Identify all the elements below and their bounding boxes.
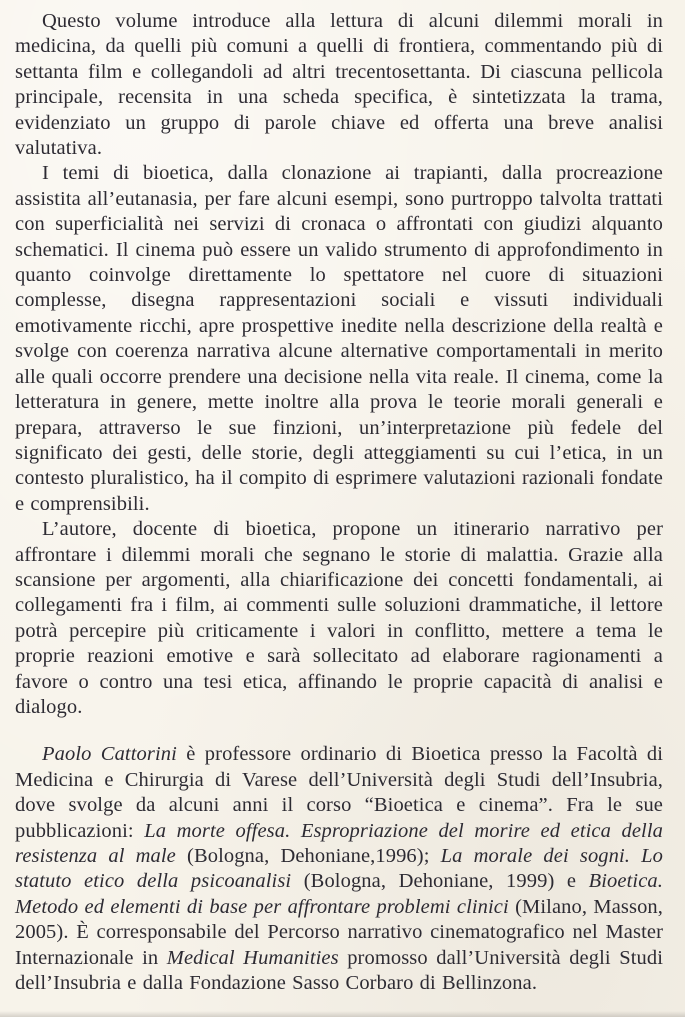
book-title-la-morte-offesa: La morte offesa. Espropriazione del morire ed etica della resistenza al male bbox=[15, 819, 664, 867]
bio-text: (Milano, Masson, 2005). È corresponsabile del Percorso narrativo cinematografico nel Master Internazionale in bbox=[15, 895, 663, 969]
bio-text: è professore ordinario di Bioetica presso la Facoltà di Medicina e Chirurgia di Varese dell’Università degli Studi dell’Insubria, dove svolge da alcuni anni il corso “Bioetica e cinema”. Fra le sue pubblicazioni: bbox=[15, 743, 664, 842]
bio-text: (Bologna, Dehoniane,1996); bbox=[175, 845, 441, 867]
book-title-bioetica-metodo: Bioetica. Metodo ed elementi di base per affrontare problemi clinici bbox=[15, 870, 663, 918]
bio-text: (Bologna, Dehoniane, 1999) e bbox=[291, 870, 589, 893]
author-bio-paragraph bbox=[15, 742, 663, 996]
author-approach-paragraph: L’autore, docente di bioetica, propone un itinerario narrativo per affrontare i dilemmi morali che segnano le storie di malattia. Grazie alla scansione per argomenti, alla chiarificazione dei concetti fondamentali, ai collegamenti fra i film, ai commenti sulle soluzioni drammatiche, il lettore potrà percepire più criticamente i valori in conflitto, mettere a tema le proprie reazioni emotive e sarà sollecitato ad elaborare ragionamenti a favore o contro una tesi etica, affinando le proprie capacità di analisi e dialogo. bbox=[15, 518, 663, 718]
bioethics-themes-paragraph: I temi di bioetica, dalla clonazione ai trapianti, dalla procreazione assistita all’eutanasia, per fare alcuni esempi, sono purtroppo talvolta trattati con superficialità nei servizi di cronaca o affrontati con giudizi alquanto schematici. Il cinema può essere un valido strumento di approfondimento in quanto coinvolge direttamente lo spettatore nel cuore di situazioni complesse, disegna rappresentazioni sociali e vissuti individuali emotivamente ricchi, apre prospettive inedite nella descrizione della realtà e svolge con coerenza narrativa alcune alternative comportamentali in merito alle quali occorre prendere una decisione nella vita reale. Il cinema, come la letteratura in genere, mette inoltre alla prova le teorie morali generali e prepara, attraverso le sue finzioni, un’interpretazione più fedele del significato dei gesti, delle storie, degli atteggiamenti su cui l’etica, in un contesto pluralistico, ha il compito di esprimere valutazioni razionali fondate e comprensibili. bbox=[15, 162, 663, 515]
master-title-medical-humanities: Medical Humanities bbox=[166, 946, 339, 969]
intro-paragraph: Questo volume introduce alla lettura di alcuni dilemmi morali in medicina, da quelli più comuni a quelli di frontiera, commentando più di settanta film e collegandoli ad altri trecentosettanta. Di ciascuna pellicola principale, recensita in una scheda specifica, è sintetizzata la trama, evidenziato un gruppo di parole chiave ed offerta una breve analisi valutativa. bbox=[15, 10, 663, 160]
book-title-la-morale-dei-sogni: La morale dei sogni. Lo statuto etico della psicoanalisi bbox=[15, 845, 663, 893]
bio-text: promosso dall’Università degli Studi dell’Insubria e dalla Fondazione Sasso Corbaro di Bellinzona. bbox=[15, 946, 663, 995]
author-name: Paolo Cattorini bbox=[42, 743, 177, 766]
